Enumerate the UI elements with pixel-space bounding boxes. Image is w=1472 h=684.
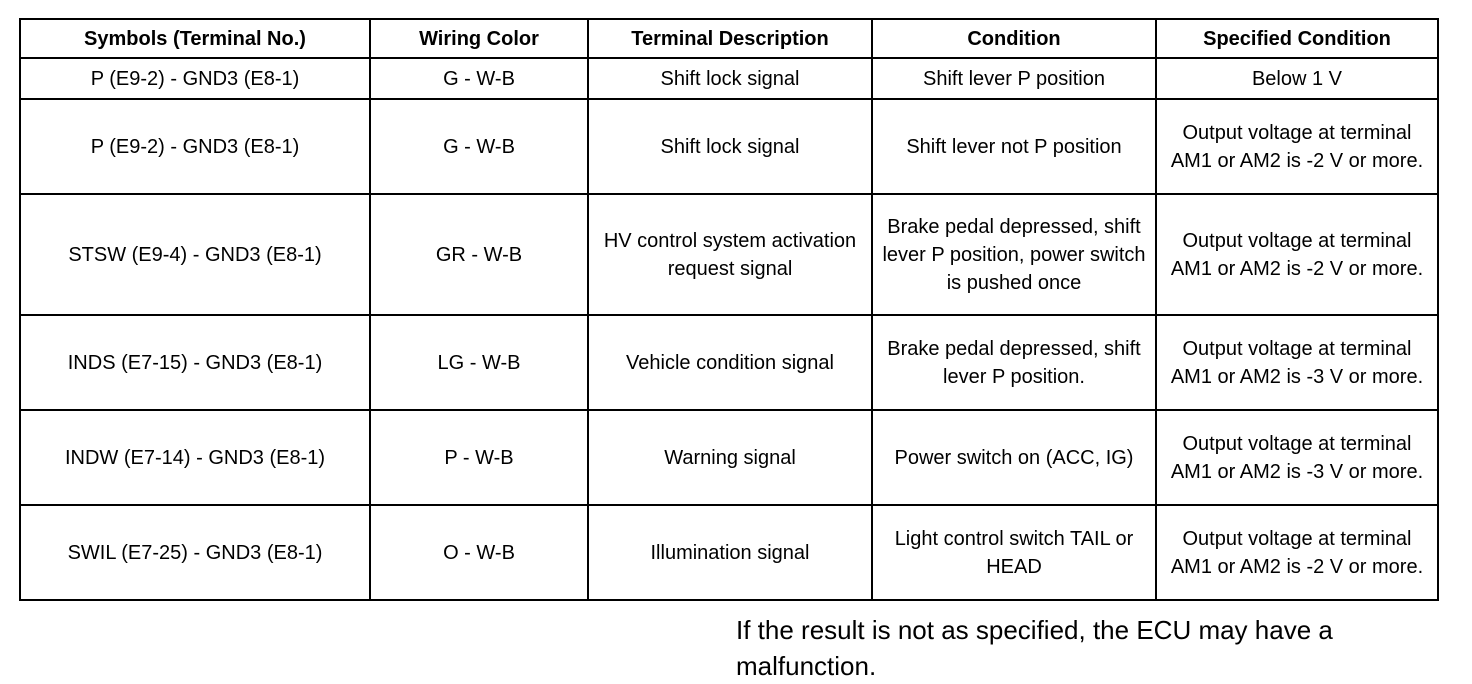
cell-wiring-color: P - W-B [370,410,588,505]
table-row [20,505,1438,600]
header-condition: Condition [872,19,1156,58]
cell-terminal-description: Illumination signal [588,505,872,600]
malfunction-note: If the result is not as specified, the ECU may have a malfunction. [736,615,1333,681]
cell-wiring-color: O - W-B [370,505,588,600]
cell-wiring-color: GR - W-B [370,194,588,315]
cell-wiring-color: G - W-B [370,58,588,99]
cell-wiring-color: LG - W-B [370,315,588,410]
cell-terminal-description: HV control system activation request signal [588,194,872,315]
cell-specified-condition: Output voltage at terminal AM1 or AM2 is -2 V or more. [1156,99,1438,194]
table-row [20,99,1438,194]
cell-terminal-description: Shift lock signal [588,99,872,194]
cell-terminal-description: Shift lock signal [588,58,872,99]
table-row [20,194,1438,315]
cell-symbol: P (E9-2) - GND3 (E8-1) [20,58,370,99]
cell-condition: Power switch on (ACC, IG) [872,410,1156,505]
table-row [20,315,1438,410]
table-body [20,58,1438,600]
cell-condition: Light control switch TAIL or HEAD [872,505,1156,600]
header-row [20,19,1438,58]
cell-specified-condition: Output voltage at terminal AM1 or AM2 is -2 V or more. [1156,505,1438,600]
cell-terminal-description: Vehicle condition signal [588,315,872,410]
table-row [20,410,1438,505]
cell-specified-condition: Below 1 V [1156,58,1438,99]
header-specified-condition: Specified Condition [1156,19,1438,58]
header-symbols: Symbols (Terminal No.) [20,19,370,58]
cell-specified-condition: Output voltage at terminal AM1 or AM2 is -3 V or more. [1156,315,1438,410]
table-header [20,19,1438,58]
cell-symbol: INDS (E7-15) - GND3 (E8-1) [20,315,370,410]
terminal-spec-table [19,18,1439,601]
header-terminal-description: Terminal Description [588,19,872,58]
cell-wiring-color: G - W-B [370,99,588,194]
table-row [20,58,1438,99]
cell-condition: Shift lever not P position [872,99,1156,194]
cell-symbol: SWIL (E7-25) - GND3 (E8-1) [20,505,370,600]
cell-symbol: STSW (E9-4) - GND3 (E8-1) [20,194,370,315]
cell-condition: Brake pedal depressed, shift lever P position, power switch is pushed once [872,194,1156,315]
cell-condition: Brake pedal depressed, shift lever P position. [872,315,1156,410]
cell-symbol: INDW (E7-14) - GND3 (E8-1) [20,410,370,505]
cell-specified-condition: Output voltage at terminal AM1 or AM2 is -2 V or more. [1156,194,1438,315]
header-wiring-color: Wiring Color [370,19,588,58]
cell-terminal-description: Warning signal [588,410,872,505]
cell-specified-condition: Output voltage at terminal AM1 or AM2 is -3 V or more. [1156,410,1438,505]
cell-symbol: P (E9-2) - GND3 (E8-1) [20,99,370,194]
cell-condition: Shift lever P position [872,58,1156,99]
